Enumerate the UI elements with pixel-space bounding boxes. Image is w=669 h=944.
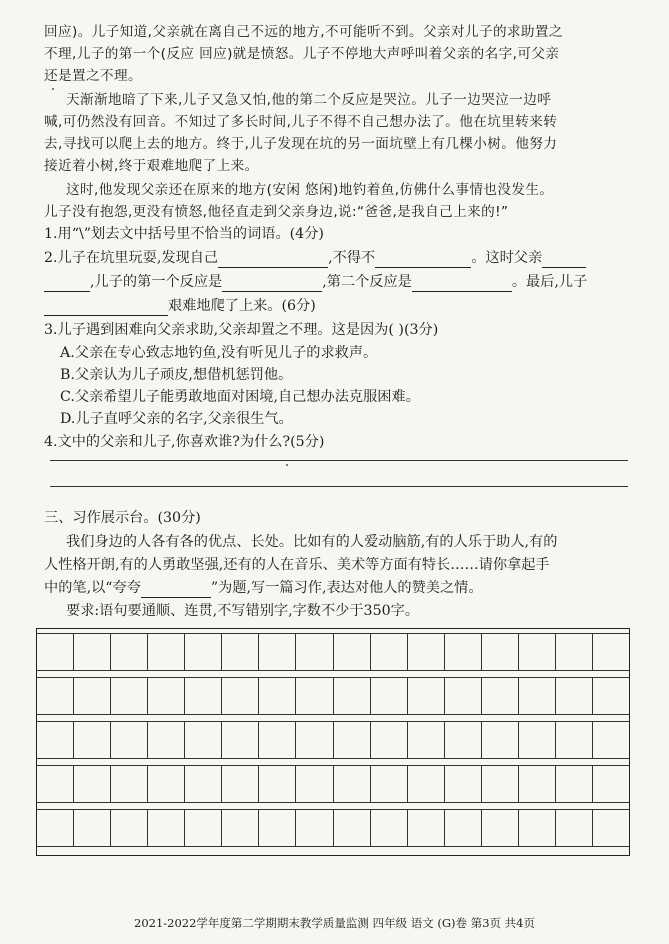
grid-cell[interactable] <box>259 722 296 758</box>
q3-option-b: B.父亲认为儿子顽皮,想借机惩罚他。 <box>60 367 293 383</box>
grid-cell[interactable] <box>296 722 333 758</box>
grid-cell[interactable] <box>556 810 593 846</box>
grid-cell[interactable] <box>556 722 593 758</box>
q2-blank-3[interactable] <box>542 251 586 268</box>
q2-blank-5[interactable] <box>412 275 512 292</box>
grid-cell[interactable] <box>593 722 629 758</box>
grid-cell[interactable] <box>222 810 259 846</box>
grid-row-2[interactable] <box>37 677 629 715</box>
grid-cell[interactable] <box>222 766 259 802</box>
grid-cell[interactable] <box>371 722 408 758</box>
grid-cell[interactable] <box>296 810 333 846</box>
grid-cell[interactable] <box>445 678 482 714</box>
grid-cell[interactable] <box>185 634 222 670</box>
grid-cell[interactable] <box>296 766 333 802</box>
speck-mark <box>52 88 54 90</box>
grid-cell[interactable] <box>482 722 519 758</box>
writing-grid <box>36 628 630 856</box>
grid-cell[interactable] <box>222 722 259 758</box>
grid-cell[interactable] <box>334 634 371 670</box>
q3-option-c: C.父亲希望儿子能勇敢地面对困境,自己想办法克服困难。 <box>60 389 420 405</box>
grid-cell[interactable] <box>334 810 371 846</box>
grid-cell[interactable] <box>37 766 74 802</box>
q2-text-b: ,不得不 <box>328 250 376 266</box>
grid-cell[interactable] <box>445 766 482 802</box>
grid-cell[interactable] <box>445 722 482 758</box>
q2-text-e: ,第二个反应是 <box>322 274 412 290</box>
grid-cell[interactable] <box>371 634 408 670</box>
grid-cell[interactable] <box>593 766 629 802</box>
grid-cell[interactable] <box>74 810 111 846</box>
grid-cell[interactable] <box>74 766 111 802</box>
section-3-heading: 三、习作展示台。(30分) <box>44 510 201 526</box>
grid-cell[interactable] <box>74 722 111 758</box>
grid-cell[interactable] <box>482 810 519 846</box>
title-blank[interactable] <box>141 581 211 598</box>
grid-row-3[interactable] <box>37 721 629 759</box>
answer-line-2[interactable] <box>50 486 628 487</box>
grid-cell[interactable] <box>408 810 445 846</box>
grid-cell[interactable] <box>593 678 629 714</box>
grid-cell[interactable] <box>148 766 185 802</box>
grid-cell[interactable] <box>148 810 185 846</box>
grid-cell[interactable] <box>111 766 148 802</box>
grid-cell[interactable] <box>445 810 482 846</box>
grid-cell[interactable] <box>371 678 408 714</box>
grid-cell[interactable] <box>371 766 408 802</box>
grid-cell[interactable] <box>519 810 556 846</box>
question-2-line-1 <box>44 248 629 268</box>
passage-line-8: 这时,他发现父亲还在原来的地方(安闲 悠闲)地钓着鱼,仿佛什么事情也没发生。 <box>66 182 554 198</box>
grid-cell[interactable] <box>593 634 629 670</box>
grid-cell[interactable] <box>37 678 74 714</box>
q2-blank-3b[interactable] <box>44 275 90 292</box>
q2-text-g: 艰难地爬了上来。(6分) <box>168 298 316 314</box>
grid-cell[interactable] <box>334 678 371 714</box>
answer-line-1[interactable] <box>50 460 628 461</box>
grid-cell[interactable] <box>445 634 482 670</box>
grid-cell[interactable] <box>334 766 371 802</box>
section-3-paragraph-3 <box>44 578 629 598</box>
grid-cell[interactable] <box>334 722 371 758</box>
grid-cell[interactable] <box>259 810 296 846</box>
grid-cell[interactable] <box>519 634 556 670</box>
question-4: 4.文中的父亲和儿子,你喜欢谁?为什么?(5分) <box>44 434 325 450</box>
grid-cell[interactable] <box>148 678 185 714</box>
grid-cell[interactable] <box>296 634 333 670</box>
question-1: 1.用“\”划去文中括号里不恰当的词语。(4分) <box>44 226 324 242</box>
q2-text-f: 。最后,儿子 <box>511 274 588 290</box>
passage-line-3: 还是置之不理。 <box>44 68 142 84</box>
grid-cell[interactable] <box>482 634 519 670</box>
grid-cell[interactable] <box>259 766 296 802</box>
passage-line-7: 接近着小树,终于艰难地爬了上来。 <box>44 158 259 174</box>
grid-cell[interactable] <box>482 678 519 714</box>
grid-cell[interactable] <box>482 766 519 802</box>
q2-blank-1[interactable] <box>218 251 328 268</box>
grid-cell[interactable] <box>259 678 296 714</box>
grid-cell[interactable] <box>408 766 445 802</box>
grid-cell[interactable] <box>185 722 222 758</box>
speck-mark <box>286 464 288 466</box>
question-2-line-2 <box>44 272 629 292</box>
question-2-line-3 <box>44 296 629 316</box>
grid-cell[interactable] <box>519 678 556 714</box>
grid-cell[interactable] <box>148 634 185 670</box>
passage-line-6: 去,寻找可以爬上去的地方。终于,儿子发现在坑的另一面坑壁上有几棵小树。他努力 <box>44 136 558 152</box>
q3-option-a: A.父亲在专心致志地钓鱼,没有听见儿子的求救声。 <box>60 345 378 361</box>
passage-line-5: 喊,可仍然没有回音。不知过了多长时间,儿子不得不自己想办法了。他在坑里转来转 <box>44 114 558 130</box>
grid-row-5[interactable] <box>37 809 629 847</box>
grid-cell[interactable] <box>519 766 556 802</box>
question-3-stem: 3.儿子遇到困难向父亲求助,父亲却置之不理。这是因为( )(3分) <box>44 322 439 338</box>
grid-cell[interactable] <box>222 634 259 670</box>
grid-cell[interactable] <box>111 678 148 714</box>
grid-cell[interactable] <box>148 722 185 758</box>
grid-cell[interactable] <box>408 634 445 670</box>
section-3-requirement: 要求:语句要通顺、连贯,不写错别字,字数不少于350字。 <box>66 603 420 619</box>
q2-blank-2[interactable] <box>375 251 471 268</box>
passage-line-9: 儿子没有抱怨,更没有愤怒,他径直走到父亲身边,说:“爸爸,是我自己上来的!” <box>44 204 509 220</box>
grid-cell[interactable] <box>556 678 593 714</box>
section-3-text-a: 中的笔,以“夸夸 <box>44 580 141 596</box>
grid-cell[interactable] <box>185 678 222 714</box>
grid-cell[interactable] <box>37 634 74 670</box>
q2-text-d: ,儿子的第一个反应是 <box>90 274 223 290</box>
q2-blank-4[interactable] <box>222 275 322 292</box>
grid-row-4[interactable] <box>37 765 629 803</box>
grid-cell[interactable] <box>37 810 74 846</box>
passage-line-1: 回应)。儿子知道,父亲就在离自己不远的地方,不可能听不到。父亲对儿子的求助置之 <box>44 24 563 40</box>
q3-option-d: D.儿子直呼父亲的名字,父亲很生气。 <box>60 411 293 427</box>
grid-cell[interactable] <box>111 810 148 846</box>
grid-cell[interactable] <box>556 634 593 670</box>
section-3-text-b: ”为题,写一篇习作,表达对他人的赞美之情。 <box>210 580 483 596</box>
grid-cell[interactable] <box>371 810 408 846</box>
grid-cell[interactable] <box>593 810 629 846</box>
grid-row-1[interactable] <box>37 633 629 671</box>
grid-cell[interactable] <box>519 722 556 758</box>
section-3-paragraph-1: 我们身边的人各有各的优点、长处。比如有的人爱动脑筋,有的人乐于助人,有的 <box>66 534 558 550</box>
grid-cell[interactable] <box>556 766 593 802</box>
q2-text-c: 。这时父亲 <box>471 250 543 266</box>
q2-blank-6[interactable] <box>44 299 168 316</box>
page-footer: 2021-2022学年度第二学期期末教学质量监测 四年级 语文 (G)卷 第3页 共4页 <box>134 916 535 930</box>
grid-cell[interactable] <box>111 634 148 670</box>
grid-cell[interactable] <box>37 722 74 758</box>
grid-cell[interactable] <box>222 678 259 714</box>
grid-cell[interactable] <box>185 810 222 846</box>
q2-text-a: 2.儿子在坑里玩耍,发现自己 <box>44 250 219 266</box>
passage-line-4: 天渐渐地暗了下来,儿子又急又怕,他的第二个反应是哭泣。儿子一边哭泣一边呼 <box>66 92 552 108</box>
grid-cell[interactable] <box>408 722 445 758</box>
grid-cell[interactable] <box>408 678 445 714</box>
grid-cell[interactable] <box>259 634 296 670</box>
section-3-paragraph-2: 人性格开朗,有的人勇敢坚强,还有的人在音乐、美术等方面有特长……请你拿起手 <box>44 557 550 573</box>
grid-cell[interactable] <box>185 766 222 802</box>
grid-cell[interactable] <box>111 722 148 758</box>
grid-cell[interactable] <box>296 678 333 714</box>
grid-cell[interactable] <box>74 634 111 670</box>
passage-line-2: 不理,儿子的第一个(反应 回应)就是愤怒。儿子不停地大声呼叫着父亲的名字,可父亲 <box>44 46 560 62</box>
grid-cell[interactable] <box>74 678 111 714</box>
